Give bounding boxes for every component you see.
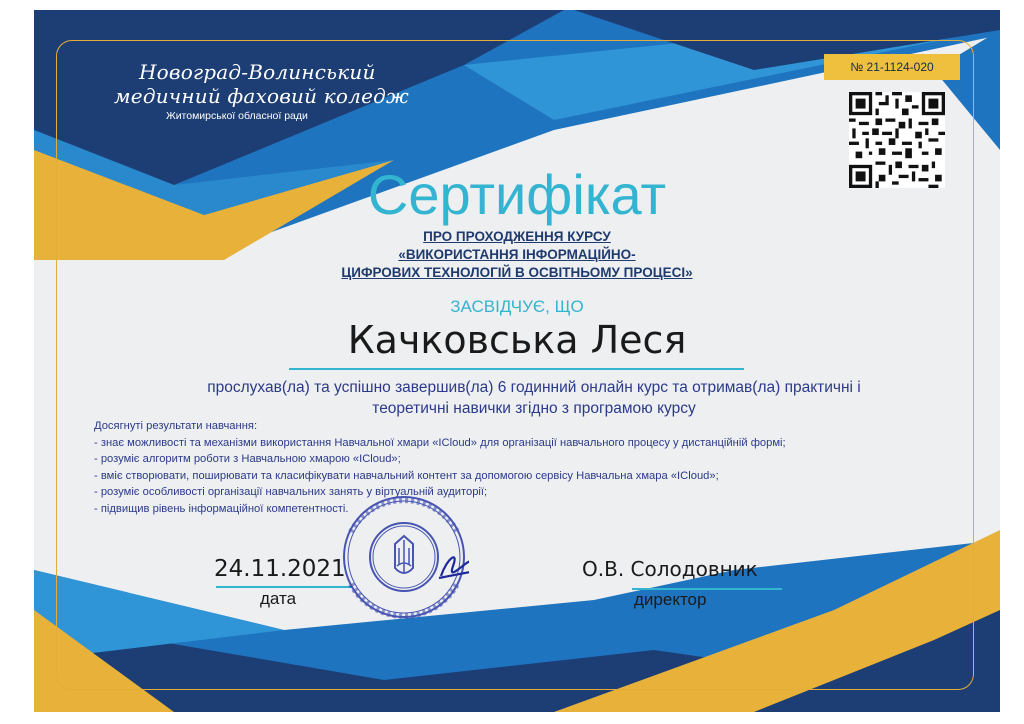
date-label: дата <box>260 589 297 608</box>
official-seal-icon <box>339 492 469 622</box>
issue-date: 24.11.2021 <box>214 556 346 582</box>
certificate-title: Сертифікат <box>367 163 667 226</box>
certificate <box>34 10 1000 712</box>
recipient-underline <box>289 368 744 370</box>
recipient-name: Качковська Леся <box>347 318 687 362</box>
college-name-line1: Новоград-Волинський <box>139 60 376 84</box>
completion-text-line2: теоретичні навички згідно з програмою курсу <box>372 400 696 417</box>
completion-text <box>144 377 924 419</box>
learning-results-heading: Досягнуті результати навчання: <box>94 420 258 432</box>
completion-text-line1: прослухав(ла) та успішно завершив(ла) 6 годинний онлайн курс та отримав(ла) практичні і <box>207 379 861 396</box>
learning-result-item: - знає можливості та механізми використання Навчальної хмари «ICloud» для організації навчального процесу у дистанційній формі; <box>94 436 786 449</box>
college-name-line2: медичний фаховий коледж <box>114 84 409 108</box>
director-label: директор <box>634 590 707 609</box>
course-title-line3: ЦИФРОВИХ ТЕХНОЛОГІЙ В ОСВІТНЬОМУ ПРОЦЕСІ» <box>341 265 693 280</box>
date-underline <box>216 586 352 588</box>
certificate-number-badge: № 21-1124-020 <box>824 54 960 80</box>
director-name: О.В. Солодовник <box>582 557 758 581</box>
college-subtitle: Житомирської обласної ради <box>166 110 308 122</box>
course-title-line2: «ВИКОРИСТАННЯ ІНФОРМАЦІЙНО- <box>398 247 636 262</box>
certifies-text: ЗАСВІДЧУЄ, ЩО <box>450 297 584 316</box>
learning-result-item: - розуміє алгоритм роботи з Навчальною хмарою «ICloud»; <box>94 453 401 465</box>
learning-result-item: - підвищив рівень інформаційної компетентності. <box>94 502 349 515</box>
learning-result-item: - вміє створювати, поширювати та класифікувати навчальний контент за допомогою сервісу Навчальна хмара «ICloud»; <box>94 469 719 482</box>
course-title-line1: ПРО ПРОХОДЖЕННЯ КУРСУ <box>423 229 611 244</box>
learning-result-item: - розуміє особливості організації навчальних занять у віртуальній аудиторії; <box>94 486 488 498</box>
course-title <box>34 228 1000 282</box>
